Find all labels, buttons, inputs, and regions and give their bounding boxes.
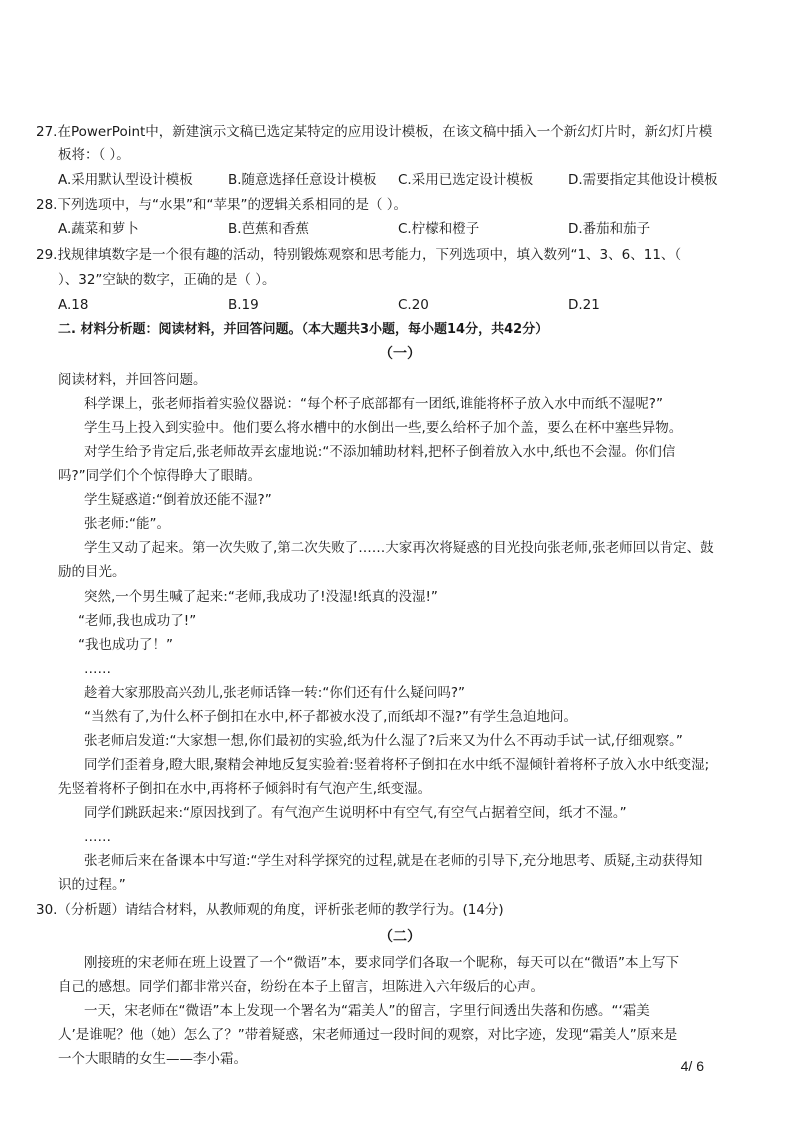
material-paragraph: “老师,我也成功了!” bbox=[78, 613, 197, 629]
material-paragraph: 学生又动了起来。第一次失败了,第二次失败了……大家再次将疑惑的目光投向张老师,张老师回以肯定、鼓 bbox=[84, 540, 714, 556]
q29-option-b: B.19 bbox=[228, 297, 259, 313]
material-paragraph: 学生疑惑道:“倒着放还能不湿?” bbox=[84, 492, 272, 508]
q27-option-d: D.需要指定其他设计模板 bbox=[568, 172, 718, 188]
material-paragraph: 吗?”同学们个个惊得睁大了眼睛。 bbox=[58, 468, 262, 484]
q29-option-c: C.20 bbox=[398, 297, 429, 313]
material-2-paragraph: 刚接班的宋老师在班上设置了一个“微语”本，要求同学们各取一个昵称，每天可以在“微语”本上写下 bbox=[84, 955, 679, 971]
material-2-paragraph: 一个大眼睛的女生——李小霜。 bbox=[58, 1051, 247, 1067]
material-2-paragraph: 一天，宋老师在“微语”本上发现一个署名为“霜美人”的留言，字里行间透出失落和伤感。“‘霜美 bbox=[84, 1003, 650, 1019]
q27-option-a: A.采用默认型设计模板 bbox=[58, 172, 193, 188]
page-number: 4/ 6 bbox=[680, 1058, 704, 1074]
material-paragraph: …… bbox=[84, 661, 111, 677]
section-2-heading: 二. 材料分析题：阅读材料，并回答问题。（本大题共3小题，每小题14分，共42分） bbox=[58, 322, 549, 337]
material-paragraph: 识的过程。” bbox=[58, 877, 126, 893]
material-paragraph: 同学们歪着身,瞪大眼,聚精会神地反复实验着:竖着将杯子倒扣在水中纸不湿倾针着将杯子放入水中纸变湿; bbox=[84, 757, 710, 773]
q27-option-b: B.随意选择任意设计模板 bbox=[228, 172, 377, 188]
question-27-line2: 板将：（ ）。 bbox=[58, 147, 130, 163]
question-27-line1: 27.在PowerPoint中，新建演示文稿已选定某特定的应用设计模板，在该文稿中插入一个新幻灯片时，新幻灯片模 bbox=[36, 124, 713, 140]
material-paragraph: 对学生给予肯定后,张老师故弄玄虚地说:“不添加辅助材料,把杯子倒着放入水中,纸也不会湿。你们信 bbox=[84, 444, 676, 460]
material-paragraph: 先竖着将杯子倒扣在水中,再将杯子倾斜时有气泡产生,纸变湿。 bbox=[58, 781, 432, 797]
part-1-title: （一） bbox=[379, 346, 421, 362]
material-intro: 阅读材料，并回答问题。 bbox=[58, 372, 207, 388]
material-paragraph: 张老师:“能”。 bbox=[84, 516, 171, 532]
question-28-line1: 28.下列选项中，与“水果”和“苹果”的逻辑关系相同的是（ ）。 bbox=[36, 197, 407, 213]
material-2-paragraph: 人’是谁呢？他（她）怎么了？”带着疑惑，宋老师通过一段时间的观察，对比字迹，发现“霜美人”原来是 bbox=[58, 1027, 678, 1043]
part-2-title: （二） bbox=[379, 929, 421, 945]
q29-option-a: A.18 bbox=[58, 297, 89, 313]
question-30: 30.（分析题）请结合材料，从教师观的角度，评析张老师的教学行为。(14分) bbox=[36, 902, 504, 918]
material-paragraph: …… bbox=[84, 829, 111, 845]
q28-option-c: C.柠檬和橙子 bbox=[398, 221, 480, 237]
material-paragraph: 科学课上，张老师指着实验仪器说：“每个杯子底部都有一团纸,谁能将杯子放入水中而纸不湿呢?” bbox=[84, 396, 663, 412]
q29-option-d: D.21 bbox=[568, 297, 600, 313]
q27-option-c: C.采用已选定设计模板 bbox=[398, 172, 534, 188]
material-paragraph: 趁着大家那股高兴劲儿,张老师话锋一转:“你们还有什么疑问吗?” bbox=[84, 685, 465, 701]
material-paragraph: 同学们跳跃起来:“原因找到了。有气泡产生说明杯中有空气,有空气占据着空间，纸才不湿。” bbox=[84, 805, 627, 821]
material-paragraph: “我也成功了！” bbox=[78, 637, 173, 653]
material-2-paragraph: 自己的感想。同学们都非常兴奋，纷纷在本子上留言，坦陈进入六年级后的心声。 bbox=[58, 979, 544, 995]
material-paragraph: 张老师后来在备课本中写道:“学生对科学探究的过程,就是在老师的引导下,充分地思考、质疑,主动获得知 bbox=[84, 853, 703, 869]
q28-option-d: D.番茄和茄子 bbox=[568, 221, 651, 237]
question-29-line2: ）、32”空缺的数字，正确的是（ ）。 bbox=[58, 272, 276, 288]
material-paragraph: 学生马上投入到实验中。他们要么将水槽中的水倒出一些,要么给杯子加个盖，要么在杯中塞些异物。 bbox=[84, 420, 683, 436]
question-29-line1: 29.找规律填数字是一个很有趣的活动，特别锻炼观察和思考能力，下列选项中，填入数列“1、3、6、11、（ bbox=[36, 247, 682, 263]
q28-option-a: A.蔬菜和萝卜 bbox=[58, 221, 139, 237]
material-paragraph: 励的目光。 bbox=[58, 564, 126, 580]
material-paragraph: 张老师启发道:“大家想一想,你们最初的实验,纸为什么湿了?后来又为什么不再动手试一试,仔细观察。” bbox=[84, 733, 683, 749]
q28-option-b: B.芭蕉和香蕉 bbox=[228, 221, 310, 237]
material-paragraph: 突然,一个男生喊了起来:“老师,我成功了!没湿!纸真的没湿!” bbox=[84, 589, 438, 605]
material-paragraph: “当然有了,为什么杯子倒扣在水中,杯子都被水没了,而纸却不湿?”有学生急迫地问。 bbox=[84, 709, 578, 725]
